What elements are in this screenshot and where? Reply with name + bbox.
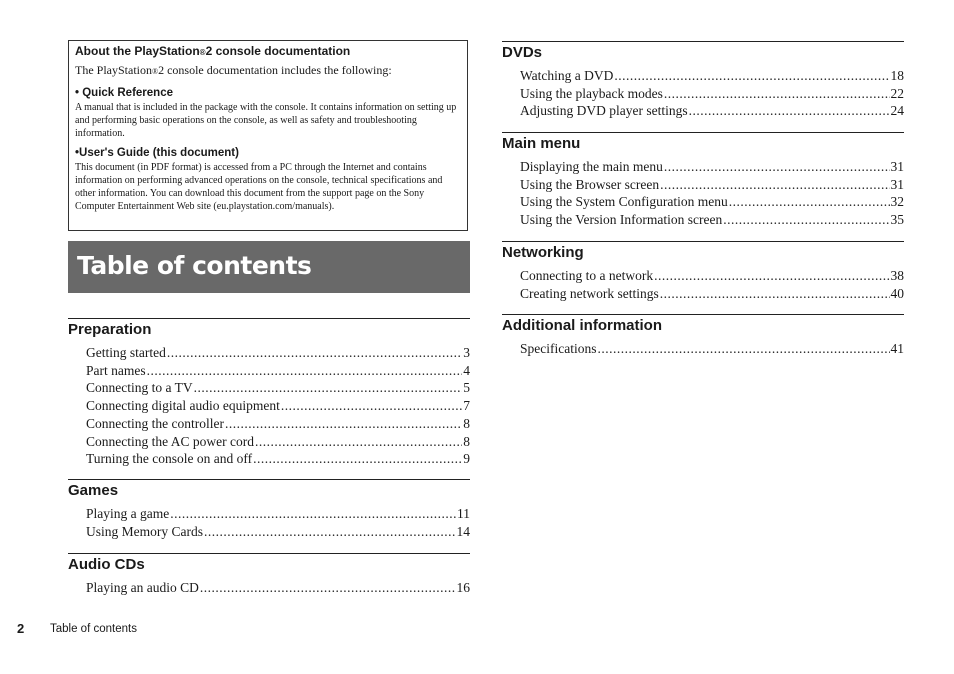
section-dvds	[502, 41, 904, 120]
entry-page: 8	[463, 433, 470, 449]
entry-label: Using the System Configuration menu	[520, 194, 728, 210]
dot-leader	[723, 211, 889, 229]
toc-entry[interactable]	[86, 397, 470, 415]
entry-label: Playing a game	[86, 506, 170, 521]
entry-label: Part names	[86, 362, 146, 378]
entry-label: Playing an audio CD	[86, 580, 199, 595]
entry-page: 22	[890, 85, 904, 101]
users-guide-text: This document (in PDF format) is accessed from a PC through the Internet and contains information on performing advanced operations on the console, technical specifications and other information. You can download this document from the support page on the Sony Computer Entertainment Web site (eu.playstation.com/manuals).	[75, 162, 443, 212]
toc-entry[interactable]	[520, 67, 904, 85]
dot-leader	[170, 505, 456, 523]
entry-page: 4	[463, 362, 470, 378]
entry-label: Specifications	[520, 341, 597, 356]
entry-page: 16	[456, 580, 470, 595]
entry-list	[520, 267, 904, 302]
entry-list	[520, 340, 904, 358]
entry-label: Connecting to a TV	[86, 380, 193, 396]
entry-page: 7	[463, 398, 470, 414]
toc-entry[interactable]	[520, 267, 904, 285]
entry-label: Adjusting DVD player settings	[520, 103, 688, 119]
section-heading: DVDs	[502, 41, 904, 62]
entry-label: Using the Browser screen	[520, 176, 660, 192]
dot-leader	[255, 433, 462, 451]
entry-page: 8	[463, 415, 470, 431]
quick-reference-heading: • Quick Reference	[75, 87, 173, 99]
toc-entry[interactable]	[86, 505, 470, 523]
entry-page: 14	[456, 523, 470, 539]
section-preparation	[68, 318, 470, 468]
section-audio-cds	[68, 553, 470, 597]
entry-list	[520, 158, 904, 229]
documentation-info-box	[68, 40, 468, 231]
section-heading: Audio CDs	[68, 553, 470, 574]
entry-list	[86, 344, 470, 468]
dot-leader	[253, 450, 462, 468]
users-guide-heading: •User's Guide (this document)	[75, 147, 239, 160]
entry-page: 11	[457, 506, 470, 521]
toc-entry[interactable]	[86, 415, 470, 433]
entry-label: Creating network settings	[520, 285, 659, 301]
entry-page: 31	[890, 176, 904, 192]
entry-label: Connecting the AC power cord	[86, 433, 254, 449]
entry-label: Turning the console on and off	[86, 451, 253, 467]
section-additional-information	[502, 314, 904, 358]
entry-label: Connecting digital audio equipment	[86, 398, 280, 414]
toc-entry[interactable]	[86, 362, 470, 380]
dot-leader	[664, 85, 890, 103]
info-box-intro: The PlayStation®2 console documentation includes the following:	[75, 63, 392, 77]
section-networking	[502, 241, 904, 302]
footer-label: Table of contents	[50, 623, 137, 635]
toc-entry[interactable]	[520, 85, 904, 103]
section-heading: Games	[68, 479, 470, 500]
dot-leader	[654, 267, 889, 285]
section-heading: Preparation	[68, 318, 470, 339]
page-title: Table of contents	[77, 251, 312, 280]
dot-leader	[200, 579, 456, 597]
entry-page: 41	[890, 341, 904, 356]
toc-entry[interactable]	[86, 450, 470, 468]
dot-leader	[167, 344, 462, 362]
section-heading: Networking	[502, 241, 904, 262]
dot-leader	[660, 285, 890, 303]
info-box-title: About the PlayStation®2 console documentation	[75, 44, 351, 58]
toc-entry[interactable]	[520, 193, 904, 211]
dot-leader	[729, 193, 890, 211]
dot-leader	[281, 397, 462, 415]
toc-entry[interactable]	[520, 285, 904, 303]
entry-label: Connecting the controller	[86, 415, 224, 431]
toc-entry[interactable]	[520, 102, 904, 120]
entry-page: 18	[890, 68, 904, 83]
entry-page: 3	[463, 345, 470, 360]
entry-label: Displaying the main menu	[520, 159, 663, 174]
dot-leader	[664, 158, 890, 176]
entry-list	[86, 579, 470, 597]
section-games	[68, 479, 470, 540]
section-heading: Additional information	[502, 314, 904, 335]
quick-reference-text: A manual that is included in the package with the console. It contains information on setting up and performing basic operations on the console, as well as safety and troubleshooting information.	[75, 102, 457, 139]
dot-leader	[204, 523, 456, 541]
page-number: 2	[17, 621, 25, 636]
toc-entry[interactable]	[86, 523, 470, 541]
entry-page: 9	[463, 451, 470, 467]
entry-page: 40	[890, 285, 904, 301]
entry-label: Connecting to a network	[520, 268, 654, 283]
toc-entry[interactable]	[86, 433, 470, 451]
dot-leader	[194, 379, 463, 397]
dot-leader	[660, 176, 889, 194]
entry-page: 5	[463, 380, 470, 396]
dot-leader	[147, 362, 463, 380]
toc-entry[interactable]	[86, 344, 470, 362]
toc-entry[interactable]	[86, 379, 470, 397]
toc-entry[interactable]	[520, 340, 904, 358]
toc-banner	[68, 241, 470, 293]
entry-list	[86, 505, 470, 540]
toc-entry[interactable]	[86, 579, 470, 597]
entry-label: Getting started	[86, 345, 166, 360]
dot-leader	[225, 415, 462, 433]
entry-page: 31	[890, 159, 904, 174]
dot-leader	[689, 102, 890, 120]
entry-label: Using the playback modes	[520, 85, 663, 101]
toc-entry[interactable]	[520, 176, 904, 194]
entry-label: Using Memory Cards	[86, 523, 203, 539]
entry-label: Watching a DVD	[520, 68, 614, 83]
entry-label: Using the Version Information screen	[520, 212, 723, 228]
dot-leader	[614, 67, 889, 85]
entry-list	[520, 67, 904, 120]
section-heading: Main menu	[502, 132, 904, 153]
section-main-menu	[502, 132, 904, 229]
entry-page: 35	[890, 212, 904, 228]
entry-page: 32	[890, 194, 904, 210]
entry-page: 38	[890, 268, 904, 283]
toc-entry[interactable]	[520, 158, 904, 176]
toc-entry[interactable]	[520, 211, 904, 229]
entry-page: 24	[890, 103, 904, 119]
dot-leader	[597, 340, 889, 358]
